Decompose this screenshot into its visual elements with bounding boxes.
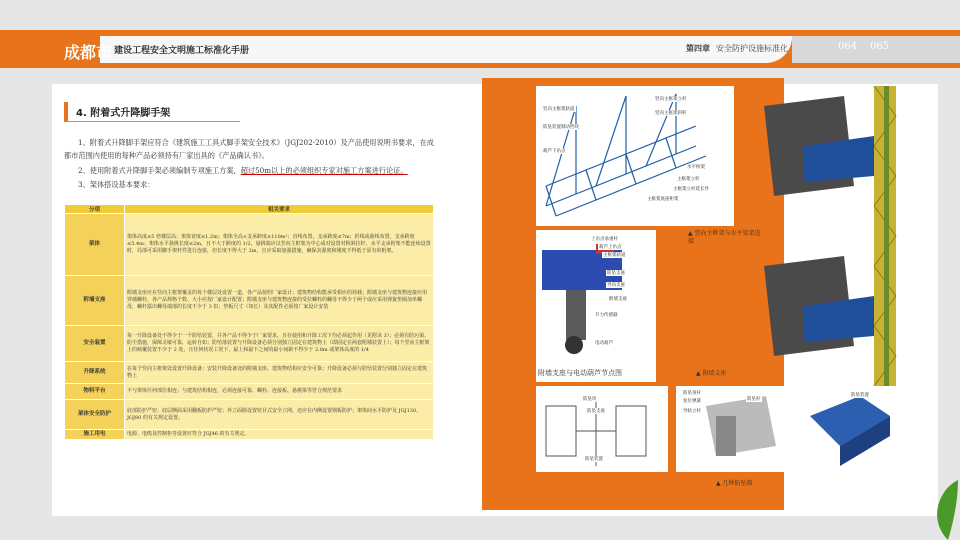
row-category: 升降系统 <box>65 362 125 384</box>
fig7-label: 防坠装置 <box>851 393 869 398</box>
table-header-requirement: 相关要求 <box>125 205 434 214</box>
row-requirement: 在每个竖向主框架处设置升降设备；安装升降设备处的附墙支座、建筑物结构应安全可靠；升降设备必须与防坠装置分别独立固定在建筑物上 <box>125 362 434 384</box>
fig1-label: 竖向主框架斜杆 <box>655 111 687 116</box>
fig6-label: 复位弹簧 <box>683 399 701 404</box>
fig1-label: 主框架立杆延长件 <box>673 187 709 192</box>
fig3-label: 葫芦上吊点 <box>599 245 622 250</box>
table-row <box>65 400 434 430</box>
chapter-label: 第四章 <box>686 43 710 53</box>
fig3-label: 导向支座 <box>607 283 625 288</box>
row-category: 安全装置 <box>65 326 125 362</box>
table-row <box>65 276 434 326</box>
row-category: 架体 <box>65 214 125 276</box>
row-requirement: 电源、电缆及控制柜等设置应符合 JGJ46 的有关规定。 <box>125 430 434 440</box>
row-category: 附墙支座 <box>65 276 125 326</box>
page-number-right: 065 <box>870 41 890 52</box>
row-category: 物料平台 <box>65 384 125 400</box>
fig1-label: 竖向主框架立杆 <box>655 97 687 102</box>
requirements-table <box>64 204 434 440</box>
table-row <box>65 326 434 362</box>
paragraph-2-text: 2、使用附着式升降脚手架必须编制专项施工方案， <box>78 166 241 175</box>
table-row <box>65 384 434 400</box>
fig1-label: 主框架立杆 <box>677 177 700 182</box>
fig3-caption: 附墙支座与电动葫芦节点图 <box>538 369 622 377</box>
table-header-category: 分项 <box>65 205 125 214</box>
fig3-label: 附墙支座 <box>609 297 627 302</box>
row-requirement: 底部防护严密；底层侧面采用翻板防护严密；外立面除设置密目式安全立网，还应在内侧设置钢板防护；架体间水平防护及 JGJ130、JGJ80 的有关规定设置。 <box>125 400 434 430</box>
table-row <box>65 362 434 384</box>
fig5-label: 防坠装置 <box>585 457 603 462</box>
fall-arrester-3-illustration <box>800 386 900 472</box>
fig-bottom-caption: ▲ 几种防坠器 <box>716 480 753 487</box>
section-heading: 4. 附着式升降脚手架 <box>64 102 240 122</box>
fig1-label: 水平桁架 <box>687 165 705 170</box>
fig6-label: 防坠杆 <box>747 397 761 402</box>
fig1-label: 葫芦下吊点 <box>543 149 566 154</box>
page-number-left: 064 <box>838 41 858 52</box>
row-category: 架体安全防护 <box>65 400 125 430</box>
table-row <box>65 214 434 276</box>
fig6-label: 导轨立杆 <box>683 409 701 414</box>
fig3-label: 上吊点承重杆 <box>591 237 618 242</box>
figure-fall-arrester-3 <box>800 386 900 472</box>
fig6-label: 防坠顶杆 <box>683 391 701 396</box>
fig1-label: 主框架底座桁架 <box>647 197 679 202</box>
fig5-label: 防坠块 <box>583 397 597 402</box>
chapter-title: 安全防护设施标准化 <box>716 44 788 53</box>
fig3-label: 主框架轨道 <box>603 253 626 258</box>
table-row <box>65 430 434 440</box>
fig1-label: 竖向主框架轨道 <box>543 107 575 112</box>
row-requirement: 附墙支座应在竖向主框架覆盖的每个楼层处设置一道，各产品按照厂家设计；建筑物结构能承受相应的荷载；附墙支座与建筑物连接应用穿墙螺栓，各产品规格个数、大小应按厂家设计配置；附墙支座与建筑物连接的受拉螺栓的螺母不得少于两个或应采用弹簧垫圈加单螺母，螺杆露出螺母端部的长度不少于 3 扣；垫板尺寸（如长）及其配件必须按厂家设计安装 <box>125 276 434 326</box>
fig1-label: 防坠装置制动挡块 <box>543 125 579 130</box>
paragraph-2 <box>64 164 438 177</box>
city-logo: 成都市 <box>64 43 113 62</box>
attached-support-illustration <box>744 86 934 396</box>
fig3-label: 防坠支座 <box>607 271 625 276</box>
figure-fall-arrester-2 <box>676 386 794 472</box>
paragraph-2-emphasis: 超过50m以上的必须组织专家对施工方案进行论证。 <box>240 166 408 175</box>
fig2-caption: ▲ 竖向主框架与水平梁架连接 <box>688 230 761 245</box>
paragraph-3: 3、架体搭设基本要求： <box>78 180 155 189</box>
row-requirement: 每一升降设备处不得少于一个防坠装置，并各产品不得少于厂家要求，且在使用和升降工况下均必须起作用（见附录 3）；必须有防污染、防尘措施，保障灵敏可靠，运转自如；防坠落装置与升降设备必须分别独立固定在建筑物上（即固定在两套附墙装置上）；每个竖向主框架上的倾覆装置不少于 2 处，且任何状况工况下，最上和最下之间的最小间距不得少于 2.8m 或架体高度的 1/4 <box>125 326 434 362</box>
fig3-label: 电动葫芦 <box>595 341 613 346</box>
book-title: 建设工程安全文明施工标准化手册 <box>114 46 250 56</box>
fig4-caption: ▲ 附墙支座 <box>696 370 727 377</box>
figure-fall-arrester-1 <box>536 386 668 472</box>
fig3-label: 升力传感器 <box>595 313 618 318</box>
row-requirement: 不与架体任何部位相连；与建筑结构相连，必须连接可靠，螺栓、连接板、悬挑梁等符合规范要求 <box>125 384 434 400</box>
leaf-decoration-icon <box>918 480 960 540</box>
row-requirement: 架体高度≤5 倍楼层高；架体宽度≤1.2m；架体全高×支承跨度≤110m²；直线布置，支承跨度≤7m；折线或曲线布置，支承跨度≤5.4m；架体水平悬挑长度≤2m，且不大于跨度的 1/2，悬挑端应以竖向主框架为中心成对设置对称斜拉杆。水平支承桁架不能连续设置时，局部可采用脚手架杆件进行连接，但长度不得大于 2m，且应采取加强措施，确保其强度和刚度不得低于原有的桁架。 <box>125 214 434 276</box>
figure-hoist-node <box>536 230 656 382</box>
fig5-label: 防坠支座 <box>587 409 605 414</box>
paragraph-1: 1、附着式升降脚手架应符合《建筑施工工具式脚手架安全技术》（JGJ202-2010）及产品使用说明书要求，在成都市范围内使用的每种产品必须持有厂家出具的《产品确认书》。 <box>64 138 434 160</box>
row-category: 施工用电 <box>65 430 125 440</box>
figure-scaffold-frame <box>536 86 734 226</box>
